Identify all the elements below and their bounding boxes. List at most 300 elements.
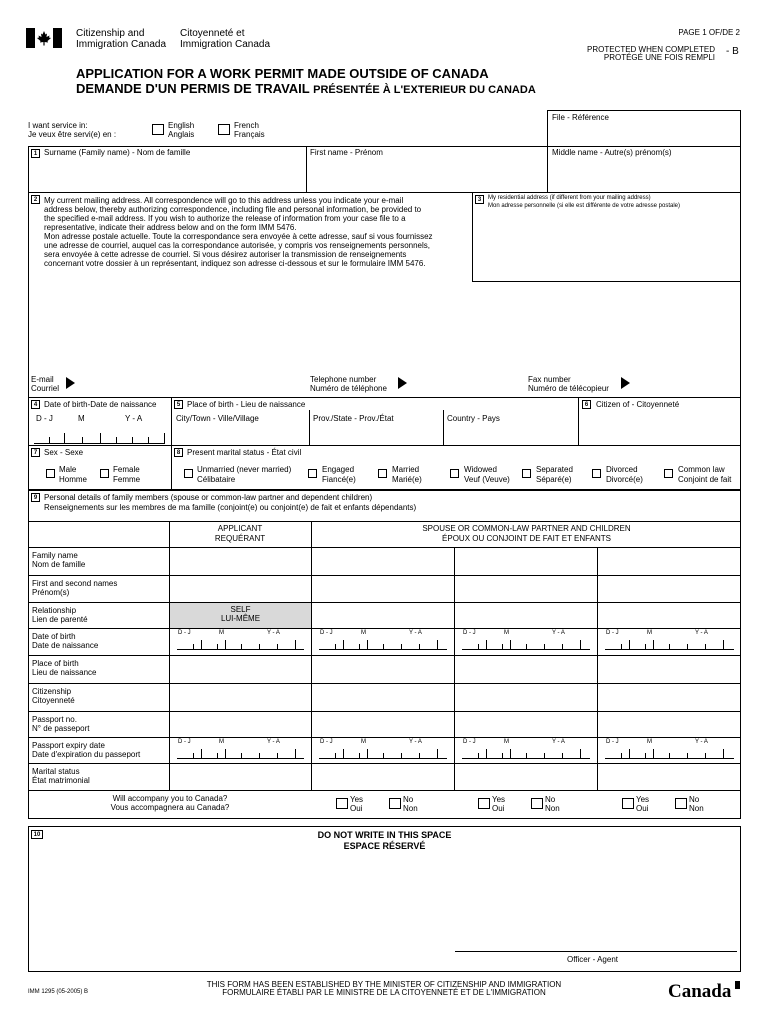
- no-label: No: [689, 795, 700, 804]
- day-label: D - J: [320, 630, 333, 636]
- year-label: Y - A: [552, 630, 565, 636]
- canada-wordmark: Canada: [668, 981, 732, 1002]
- femme-label: Femme: [113, 475, 141, 484]
- row-label-en: Relationship: [32, 606, 77, 615]
- prov-label: Prov./State - Prov./État: [313, 414, 394, 423]
- yes-label: Yes: [350, 795, 364, 804]
- tick: [164, 433, 165, 443]
- date-baseline: [605, 758, 734, 759]
- section-number: 3: [475, 195, 484, 204]
- mailing-text-line: representative, indicate their address below and on the form IMM 5476.: [44, 223, 297, 232]
- tick: [401, 644, 402, 649]
- non-label: Non: [689, 804, 704, 813]
- divider: [28, 445, 741, 446]
- family-cell-input[interactable]: [455, 712, 597, 737]
- tick: [367, 640, 368, 649]
- accompany-label-en: Will accompany you to Canada?: [112, 794, 228, 803]
- tick: [335, 644, 336, 649]
- dept-name-fr-1: Citoyenneté et: [180, 28, 245, 39]
- reserved-title-fr: ESPACE RÉSERVÉ: [343, 841, 426, 851]
- family-cell-input[interactable]: [598, 576, 741, 602]
- first-name-input[interactable]: [307, 160, 546, 192]
- no-label: No: [545, 795, 556, 804]
- tick: [621, 644, 622, 649]
- oui-label: Oui: [350, 804, 363, 813]
- tick: [383, 644, 384, 649]
- family-cell-input[interactable]: [170, 576, 311, 602]
- row-label-en: Date of birth: [32, 632, 76, 641]
- tick: [580, 640, 581, 649]
- anglais-label: Anglais: [168, 130, 195, 139]
- month-label: M: [361, 739, 366, 745]
- tick: [669, 753, 670, 758]
- tick: [669, 644, 670, 649]
- protected-en: PROTECTED WHEN COMPLETED: [586, 45, 715, 54]
- tick: [502, 644, 503, 649]
- family-title-fr: Renseignements sur les membres de ma famille (conjoint(e) ou conjoint(e) de fait et enfants dépendants): [44, 503, 417, 512]
- row-label-fr: État matrimonial: [32, 776, 90, 785]
- oui-label: Oui: [636, 804, 649, 813]
- city-input[interactable]: [173, 424, 307, 444]
- married-label: Married: [392, 465, 420, 474]
- marital-label: Present marital status - État civil: [187, 448, 302, 457]
- yes-label: Yes: [492, 795, 506, 804]
- divorced-checkbox[interactable]: [592, 469, 601, 478]
- divorced-label: Divorced: [606, 465, 638, 474]
- separated-checkbox[interactable]: [522, 469, 531, 478]
- tick: [100, 433, 101, 443]
- citizen-input[interactable]: [580, 414, 740, 444]
- self-label-en: SELF: [230, 605, 251, 614]
- year-label: Y - A: [409, 739, 422, 745]
- row-label-en: Citizenship: [32, 687, 72, 696]
- divider: [28, 521, 741, 522]
- tick: [201, 640, 202, 649]
- telephone-input[interactable]: [412, 372, 522, 396]
- accompany-no-checkbox[interactable]: [389, 798, 401, 809]
- canada-flag-icon: [26, 28, 62, 48]
- tick: [653, 640, 654, 649]
- family-cell-input[interactable]: [312, 764, 454, 790]
- family-cell-input[interactable]: [312, 603, 454, 628]
- date-baseline: [462, 649, 590, 650]
- tick: [217, 644, 218, 649]
- family-cell-input[interactable]: [170, 684, 311, 711]
- tick: [645, 753, 646, 758]
- tick: [343, 640, 344, 649]
- middle-name-input[interactable]: [548, 160, 740, 192]
- tick: [526, 753, 527, 758]
- family-cell-input[interactable]: [598, 603, 741, 628]
- family-cell-input[interactable]: [598, 656, 741, 683]
- tick: [705, 753, 706, 758]
- tick: [132, 437, 133, 443]
- service-label-en: I want service in:: [28, 121, 88, 130]
- form-title-en: APPLICATION FOR A WORK PERMIT MADE OUTSIDE OF CANADA: [76, 66, 489, 81]
- file-reference-label: File - Référence: [552, 113, 609, 122]
- tick: [621, 753, 622, 758]
- accompany-no-checkbox[interactable]: [675, 798, 687, 809]
- family-cell-input[interactable]: [455, 764, 597, 790]
- year-label: Y - A: [552, 739, 565, 745]
- divider: [171, 397, 172, 446]
- family-cell-input[interactable]: [455, 684, 597, 711]
- officer-signature-line[interactable]: [455, 951, 737, 952]
- day-label: D - J: [606, 630, 619, 636]
- yes-label: Yes: [636, 795, 650, 804]
- mailing-text-line: Mon adresse postale actuelle. Toute la correspondance sera envoyée à cette adresse, sauf si vous fournissez: [44, 232, 433, 241]
- family-cell-input[interactable]: [170, 738, 311, 763]
- section-number: 7: [31, 448, 40, 457]
- tick: [478, 753, 479, 758]
- city-label: City/Town - Ville/Village: [176, 414, 259, 423]
- surname-label: Surname (Family name) - Nom de famille: [44, 148, 191, 157]
- english-label: English: [168, 121, 195, 130]
- family-cell-input[interactable]: [455, 629, 597, 655]
- row-label-en: Place of birth: [32, 659, 79, 668]
- tick: [645, 644, 646, 649]
- mailing-text-line: une adresse de courriel, auquel cas la correspondance autorisée, y compris vos renseignements personnels,: [44, 241, 430, 250]
- row-label-fr: Date de naissance: [32, 641, 99, 650]
- row-label-fr: Lien de parenté: [32, 615, 88, 624]
- year-label: Y - A: [125, 414, 143, 423]
- accompany-no-checkbox[interactable]: [531, 798, 543, 809]
- fax-label-fr: Numéro de télécopieur: [528, 384, 609, 393]
- family-cell-input[interactable]: [170, 548, 311, 575]
- family-cell-input[interactable]: [455, 656, 597, 683]
- tick: [277, 644, 278, 649]
- divider: [443, 410, 444, 446]
- tick: [723, 749, 724, 758]
- divider: [28, 397, 741, 398]
- tick: [225, 749, 226, 758]
- arrow-right-icon: [398, 377, 407, 389]
- family-cell-input[interactable]: [170, 712, 311, 737]
- tick: [225, 640, 226, 649]
- family-cell-input[interactable]: [455, 548, 597, 575]
- conjoint-label: Conjoint de fait: [678, 475, 732, 484]
- row-label-en: Family name: [32, 551, 78, 560]
- dob-label: Date of birth-Date de naissance: [44, 400, 157, 409]
- year-label: Y - A: [409, 630, 422, 636]
- fax-label-en: Fax number: [528, 375, 571, 384]
- divider: [309, 410, 310, 446]
- arrow-right-icon: [66, 377, 75, 389]
- engaged-label: Engaged: [322, 465, 355, 474]
- month-label: M: [361, 630, 366, 636]
- section-number: 10: [31, 830, 43, 839]
- tick: [687, 753, 688, 758]
- form-title-fr-main: DEMANDE D'UN PERMIS DE TRAVAIL: [76, 81, 310, 96]
- telephone-label-en: Telephone number: [310, 375, 377, 384]
- tick: [201, 749, 202, 758]
- day-label: D - J: [178, 630, 191, 636]
- date-baseline: [177, 758, 304, 759]
- row-divider: [28, 790, 741, 791]
- officer-label: Officer - Agent: [567, 955, 618, 964]
- family-cell-input[interactable]: [455, 576, 597, 602]
- month-label: M: [647, 739, 652, 745]
- family-cell-input[interactable]: [598, 548, 741, 575]
- accompany-yes-checkbox[interactable]: [478, 798, 490, 809]
- mailing-text-line: concernant votre dossier à un représentant, indiquez son adresse ci-dessous et sur le formulaire IMM 5476.: [44, 259, 426, 268]
- tick: [335, 753, 336, 758]
- row-label-fr: Lieu de naissance: [32, 668, 97, 677]
- tick: [295, 749, 296, 758]
- mailing-text-line: address below, thereby authorizing correspondence, including file and personal information, be provided to: [44, 205, 422, 214]
- form-title-fr: [76, 81, 536, 96]
- female-label: Female: [113, 465, 140, 474]
- engaged-checkbox[interactable]: [308, 469, 317, 478]
- married-checkbox[interactable]: [378, 469, 387, 478]
- mailing-text-line: sera envoyée à cette adresse de courriel. Si vous désirez autoriser la transmission de renseignements: [44, 250, 407, 259]
- tick: [437, 749, 438, 758]
- month-label: M: [647, 630, 652, 636]
- dept-name-fr-2: Immigration Canada: [180, 39, 271, 50]
- tick: [629, 640, 630, 649]
- row-label-en: Marital status: [32, 767, 80, 776]
- family-cell-input[interactable]: [312, 576, 454, 602]
- family-cell-input[interactable]: [312, 629, 454, 655]
- section-number: 6: [582, 400, 591, 409]
- footer-line-fr: FORMULAIRE ÉTABLI PAR LE MINISTRE DE LA CITOYENNETÉ ET DE L'IMMIGRATION: [222, 988, 546, 997]
- mailing-text-line: My current mailing address. All correspondence will go to this address unless you indicate your e-mail: [44, 196, 404, 205]
- tick: [241, 753, 242, 758]
- date-baseline: [177, 649, 304, 650]
- section-number: 2: [31, 195, 40, 204]
- fiance-label: Fiancé(e): [322, 475, 356, 484]
- month-label: M: [504, 630, 509, 636]
- celibataire-label: Célibataire: [197, 475, 236, 484]
- tick: [259, 644, 260, 649]
- family-title-en: Personal details of family members (spouse or common-law partner and dependent children): [44, 493, 373, 502]
- family-cell-input[interactable]: [598, 738, 741, 763]
- country-input[interactable]: [445, 424, 575, 444]
- french-checkbox[interactable]: [218, 124, 230, 135]
- veuf-label: Veuf (Veuve): [464, 475, 510, 484]
- arrow-right-icon: [621, 377, 630, 389]
- common-law-label: Common law: [678, 465, 725, 474]
- footer-line-en: THIS FORM HAS BEEN ESTABLISHED BY THE MINISTER OF CITIZENSHIP AND IMMIGRATION: [206, 980, 562, 989]
- family-cell-input[interactable]: [170, 629, 311, 655]
- tick: [544, 644, 545, 649]
- english-checkbox[interactable]: [152, 124, 164, 135]
- tick: [359, 644, 360, 649]
- month-label: M: [78, 414, 85, 423]
- marie-label: Marié(e): [392, 475, 422, 484]
- sex-label: Sex - Sexe: [44, 448, 84, 457]
- tick: [193, 644, 194, 649]
- row-label-fr: Prénom(s): [32, 588, 70, 597]
- residential-label-en: My residential address (if different from your mailing address): [488, 195, 651, 201]
- francais-label: Français: [234, 130, 265, 139]
- accompany-label-fr: Vous accompagnera au Canada?: [110, 803, 230, 812]
- section-number: 1: [31, 149, 40, 158]
- tick: [359, 753, 360, 758]
- homme-label: Homme: [59, 475, 88, 484]
- citizen-label: Citizen of - Citoyenneté: [596, 400, 680, 409]
- family-cell-input[interactable]: [312, 684, 454, 711]
- tick: [526, 644, 527, 649]
- family-cell-input[interactable]: [598, 712, 741, 737]
- row-label-en: First and second names: [32, 579, 118, 588]
- family-cell-input[interactable]: [455, 738, 597, 763]
- tick: [437, 640, 438, 649]
- section-number: 8: [174, 448, 183, 457]
- date-baseline: [462, 758, 590, 759]
- tick: [544, 753, 545, 758]
- divider: [578, 397, 579, 446]
- no-label: No: [403, 795, 414, 804]
- tick: [562, 753, 563, 758]
- tick: [193, 753, 194, 758]
- spouse-header-en: SPOUSE OR COMMON-LAW PARTNER AND CHILDREN: [422, 524, 631, 533]
- tick: [419, 753, 420, 758]
- reserved-title-en: DO NOT WRITE IN THIS SPACE: [317, 830, 452, 840]
- protected-code: - B: [726, 46, 739, 57]
- middle-name-label: Middle name - Autre(s) prénom(s): [552, 148, 672, 157]
- residential-label-fr: Mon adresse personnelle (si elle est différente de votre adresse postale): [488, 203, 680, 209]
- tick: [259, 753, 260, 758]
- dept-name-en-2: Immigration Canada: [76, 39, 167, 50]
- widowed-checkbox[interactable]: [450, 469, 459, 478]
- service-label-fr: Je veux être servi(e) en :: [28, 130, 117, 139]
- form-title-fr-rest: PRÉSENTÉE À L'EXTERIEUR DU CANADA: [313, 84, 536, 96]
- year-label: Y - A: [695, 739, 708, 745]
- tick: [486, 640, 487, 649]
- section-number: 4: [31, 400, 40, 409]
- date-baseline: [319, 758, 447, 759]
- tick: [383, 753, 384, 758]
- separe-label: Séparé(e): [536, 475, 572, 484]
- day-label: D - J: [463, 630, 476, 636]
- wordmark-flag-icon: [735, 981, 740, 989]
- date-baseline: [605, 649, 734, 650]
- family-cell-input[interactable]: [170, 656, 311, 683]
- tick: [562, 644, 563, 649]
- day-label: D - J: [606, 739, 619, 745]
- section-number: 5: [174, 400, 183, 409]
- dept-name-en-1: Citizenship and: [76, 28, 145, 39]
- year-label: Y - A: [267, 630, 280, 636]
- row-label-en: Passport expiry date: [32, 741, 105, 750]
- family-cell-input[interactable]: [598, 629, 741, 655]
- tick: [148, 437, 149, 443]
- tick: [343, 749, 344, 758]
- dob-baseline: [34, 443, 165, 444]
- divorce-label: Divorcé(e): [606, 475, 643, 484]
- family-cell-input[interactable]: [312, 656, 454, 683]
- tick: [629, 749, 630, 758]
- family-cell-input[interactable]: [598, 764, 741, 790]
- mailing-address-input[interactable]: [29, 270, 469, 370]
- country-label: Country - Pays: [447, 414, 500, 423]
- unmarried-label: Unmarried (never married): [197, 465, 292, 474]
- row-label-en: Passport no.: [32, 715, 77, 724]
- day-label: D - J: [320, 739, 333, 745]
- month-label: M: [219, 739, 224, 745]
- french-label: French: [234, 121, 259, 130]
- row-label-fr: N° de passeport: [32, 724, 90, 733]
- separated-label: Separated: [536, 465, 573, 474]
- year-label: Y - A: [695, 630, 708, 636]
- accompany-yes-checkbox[interactable]: [336, 798, 348, 809]
- email-label-fr: Courriel: [31, 384, 60, 393]
- non-label: Non: [403, 804, 418, 813]
- tick: [478, 644, 479, 649]
- pob-label: Place of birth - Lieu de naissance: [187, 400, 306, 409]
- unmarried-checkbox[interactable]: [184, 469, 193, 478]
- applicant-header-en: APPLICANT: [217, 524, 263, 533]
- first-name-label: First name - Prénom: [310, 148, 383, 157]
- section-number: 9: [31, 493, 40, 502]
- male-checkbox[interactable]: [46, 469, 55, 478]
- email-input[interactable]: [80, 372, 300, 396]
- tick: [510, 640, 511, 649]
- email-label-en: E-mail: [31, 375, 54, 384]
- tick: [653, 749, 654, 758]
- tick: [401, 753, 402, 758]
- common-law-checkbox[interactable]: [664, 469, 673, 478]
- family-cell-input[interactable]: [598, 684, 741, 711]
- fax-input[interactable]: [635, 372, 739, 396]
- spouse-header-fr: ÉPOUX OU CONJOINT DE FAIT ET ENFANTS: [442, 534, 611, 543]
- mailing-text-line: the specified e-mail address. If you wish to authorize the release of information from your case file to a: [44, 214, 406, 223]
- tick: [367, 749, 368, 758]
- day-label: D - J: [36, 414, 53, 423]
- divider: [171, 445, 172, 490]
- year-label: Y - A: [267, 739, 280, 745]
- family-cell-input[interactable]: [455, 603, 597, 628]
- tick: [705, 644, 706, 649]
- day-label: D - J: [463, 739, 476, 745]
- tick: [49, 437, 50, 443]
- widowed-label: Widowed: [464, 465, 497, 474]
- self-label-fr: LUI-MÊME: [220, 614, 261, 623]
- family-cell-input[interactable]: [312, 548, 454, 575]
- tick: [419, 644, 420, 649]
- oui-label: Oui: [492, 804, 505, 813]
- tick: [241, 644, 242, 649]
- family-cell-input[interactable]: [312, 712, 454, 737]
- accompany-yes-checkbox[interactable]: [622, 798, 634, 809]
- non-label: Non: [545, 804, 560, 813]
- form-code: IMM 1295 (05-2005) B: [28, 989, 89, 995]
- tick: [64, 433, 65, 443]
- tick: [502, 753, 503, 758]
- male-label: Male: [59, 465, 77, 474]
- tick: [580, 749, 581, 758]
- female-checkbox[interactable]: [100, 469, 109, 478]
- tick: [277, 753, 278, 758]
- month-label: M: [504, 739, 509, 745]
- row-label-fr: Date d'expiration du passeport: [32, 750, 141, 759]
- day-label: D - J: [178, 739, 191, 745]
- telephone-label-fr: Numéro de téléphone: [310, 384, 387, 393]
- family-cell-input[interactable]: [170, 764, 311, 790]
- surname-input[interactable]: [29, 160, 305, 192]
- row-label-fr: Citoyenneté: [32, 696, 75, 705]
- prov-input[interactable]: [311, 424, 441, 444]
- row-label-fr: Nom de famille: [32, 560, 86, 569]
- month-label: M: [219, 630, 224, 636]
- tick: [723, 640, 724, 649]
- tick: [116, 437, 117, 443]
- page-number: PAGE 1 OF/DE 2: [678, 28, 740, 37]
- family-cell-input[interactable]: [312, 738, 454, 763]
- tick: [295, 640, 296, 649]
- tick: [687, 644, 688, 649]
